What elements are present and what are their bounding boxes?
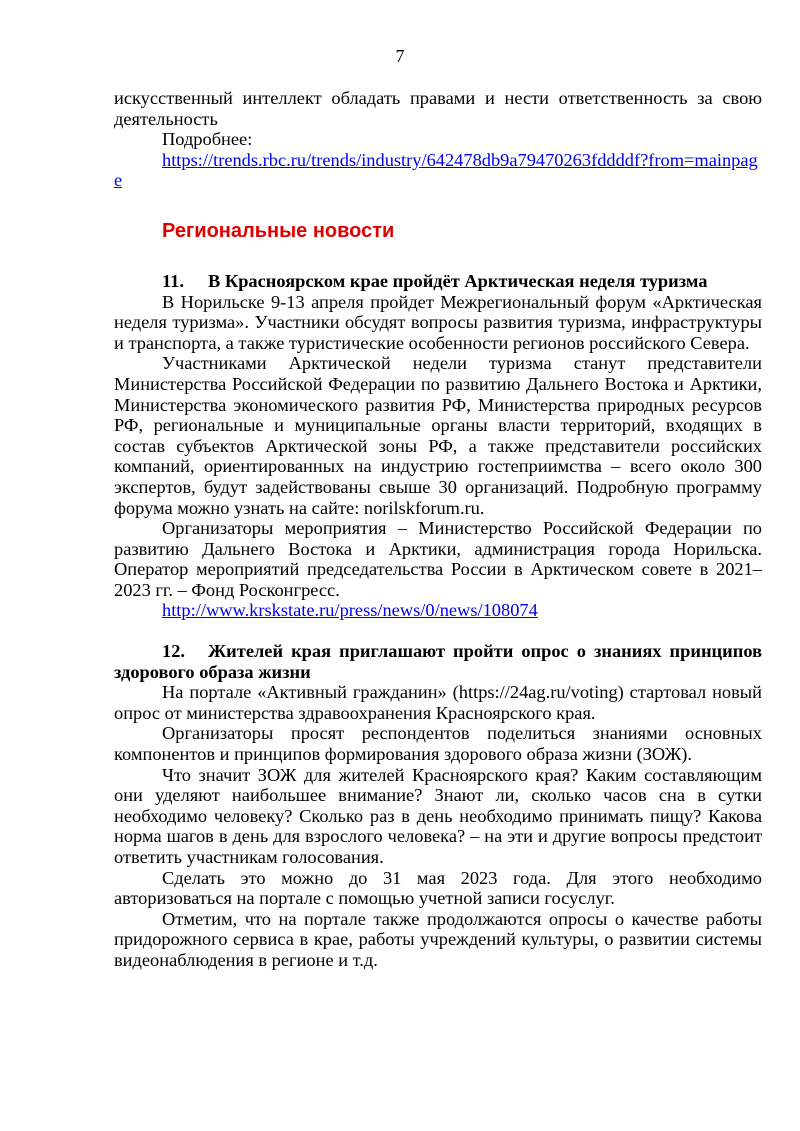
page-number: 7 [395, 46, 405, 66]
spacer [114, 621, 762, 641]
continued-paragraph: искусственный интеллект обладать правами и нести ответственность за свою деятельность [114, 88, 762, 129]
source-link-rbc[interactable]: https://trends.rbc.ru/trends/industry/642478db9a79470263fddddf?from=mainpage [114, 149, 758, 191]
article-title: В Красноярском крае пройдёт Арктическая неделя туризма [208, 270, 708, 291]
article-link-line [114, 600, 762, 621]
more-link-line [114, 150, 762, 191]
article-number: 11. [162, 270, 184, 291]
article-paragraph: Сделать это можно до 31 мая 2023 года. Для этого необходимо авторизоваться на портале с помощью учетной записи госуслуг. [114, 867, 762, 909]
article-12 [114, 641, 762, 971]
article-paragraph: Отметим, что на портале также продолжаются опросы о качестве работы придорожного сервиса в крае, работы учреждений культуры, о развитии системы видеонаблюдения в регионе и т.д. [114, 908, 762, 970]
page-content [114, 88, 762, 971]
section-title: Региональные новости [162, 219, 395, 242]
article-paragraph: Что значит ЗОЖ для жителей Красноярского края? Каким составляющим они уделяют наибольшее внимание? Знают ли, сколько часов сна в сутки необходимо человеку? Сколько раз в день необходимо принимать пищу? Какова норма шагов в день для взрослого человека? – на эти и другие вопросы предстоит ответить участникам голосования. [114, 764, 762, 867]
article-number: 12. [162, 641, 185, 662]
article-paragraph: На портале «Активный гражданин» (https://24ag.ru/voting) стартовал новый опрос от министерства здравоохранения Красноярского края. [114, 682, 762, 723]
article-paragraph: Организаторы мероприятия – Министерство Российской Федерации по развитию Дальнего Востока и Арктики, администрация города Норильска. Оператор мероприятий председательства России в Арктическом совете в 2021–2023 гг. – Фонд Росконгресс. [114, 518, 762, 600]
article-title: Жителей края приглашают пройти опрос о знаниях принципов здорового образа жизни [114, 641, 762, 682]
article-paragraph: Организаторы просят респондентов поделиться знаниями основных компонентов и принципов формирования здорового образа жизни (ЗОЖ). [114, 723, 762, 765]
more-label: Подробнее: [162, 129, 253, 150]
source-link-krskstate[interactable]: http://www.krskstate.ru/press/news/0/news/108074 [162, 600, 538, 621]
article-11 [114, 271, 762, 621]
article-paragraph: В Норильске 9-13 апреля пройдет Межрегиональный форум «Арктическая неделя туризма». Участники обсудят вопросы развития туризма, инфраструктуры и транспорта, а также туристические особенности регионов российского Севера. [114, 291, 762, 353]
article-heading [114, 271, 762, 292]
article-paragraph: Участниками Арктической недели туризма станут представители Министерства Российской Федерации по развитию Дальнего Востока и Арктики, Министерства экономического развития РФ, Министерства природных ресурсов РФ, региональные и муниципальные органы власти территорий, входящих в состав субъектов Арктической зоны РФ, а также представители российских компаний, ориентированных на индустрию гостеприимства – всего около 300 экспертов, будут задействованы свыше 30 организаций. Подробную программу форума можно узнать на сайте: norilskforum.ru. [114, 353, 762, 518]
article-heading [114, 641, 762, 682]
